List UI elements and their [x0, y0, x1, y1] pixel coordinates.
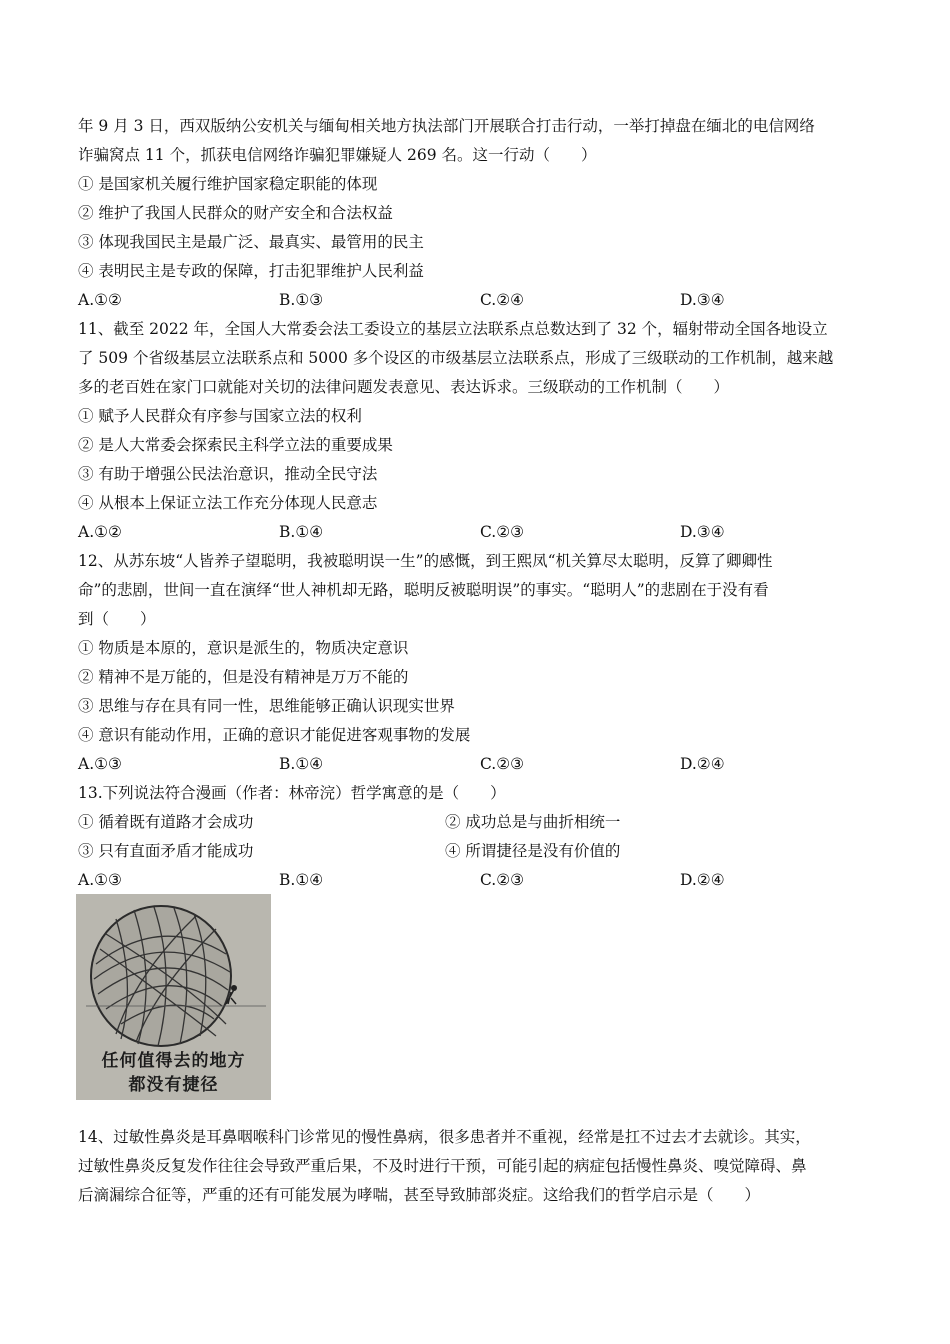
q14-stem-line3: 后滴漏综合征等，严重的还有可能发展为哮喘，甚至导致肺部炎症。这给我们的哲学启示是（ ） — [78, 1186, 761, 1204]
q10-item-1: ① 是国家机关履行维护国家稳定职能的体现 — [78, 175, 378, 193]
q13-stem: 13.下列说法符合漫画（作者：林帝浣）哲学寓意的是（ ） — [78, 784, 506, 802]
cartoon-caption-line1: 任何值得去的地方 — [101, 1051, 246, 1071]
q11-option-b[interactable]: B.①④ — [279, 523, 324, 541]
q11-item-3: ③ 有助于增强公民法治意识，推动全民守法 — [78, 465, 378, 483]
q14-stem-line1: 14、过敏性鼻炎是耳鼻咽喉科门诊常见的慢性鼻病，很多患者并不重视，经常是扛不过去才去就诊。其实， — [78, 1128, 811, 1146]
q11-option-a[interactable]: A.①② — [78, 523, 122, 541]
q12-option-c[interactable]: C.②③ — [480, 755, 525, 773]
yarn-ball-cartoon — [76, 894, 271, 1100]
q13-option-b[interactable]: B.①④ — [279, 871, 324, 889]
q10-item-3: ③ 体现我国民主是最广泛、最真实、最管用的民主 — [78, 233, 424, 251]
q12-option-b[interactable]: B.①④ — [279, 755, 324, 773]
q12-option-d[interactable]: D.②④ — [680, 755, 725, 773]
q11-item-4: ④ 从根本上保证立法工作充分体现人民意志 — [78, 494, 378, 512]
q12-item-3: ③ 思维与存在具有同一性，思维能够正确认识现实世界 — [78, 697, 455, 715]
q12-item-1: ① 物质是本原的，意识是派生的，物质决定意识 — [78, 639, 409, 657]
q12-option-a[interactable]: A.①③ — [78, 755, 122, 773]
q11-stem-line1: 11、截至 2022 年，全国人大常委会法工委设立的基层立法联系点总数达到了 32 个，辐射带动全国各地设立 — [78, 320, 828, 338]
q13-option-c[interactable]: C.②③ — [480, 871, 525, 889]
q11-stem-line3: 多的老百姓在家门口就能对关切的法律问题发表意见、表达诉求。三级联动的工作机制（ ） — [78, 378, 730, 396]
q14-stem-line2: 过敏性鼻炎反复发作往往会导致严重后果，不及时进行干预，可能引起的病症包括慢性鼻炎、嗅觉障碍、鼻 — [78, 1157, 807, 1175]
q12-stem-line2: 命”的悲剧，世间一直在演绎“世人神机却无路，聪明反被聪明误”的事实。“聪明人”的悲剧在于没有看 — [78, 581, 769, 599]
q13-item-1: ① 循着既有道路才会成功 — [78, 813, 254, 831]
q11-item-1: ① 赋予人民群众有序参与国家立法的权利 — [78, 407, 362, 425]
q11-stem-line2: 了 509 个省级基层立法联系点和 5000 多个设区的市级基层立法联系点，形成了三级联动的工作机制，越来越 — [78, 349, 834, 367]
q13-item-3: ③ 只有直面矛盾才能成功 — [78, 842, 254, 860]
q13-option-d[interactable]: D.②④ — [680, 871, 725, 889]
q10-item-4: ④ 表明民主是专政的保障，打击犯罪维护人民利益 — [78, 262, 424, 280]
q10-option-b[interactable]: B.①③ — [279, 291, 324, 309]
q10-stem-line1: 年 9 月 3 日，西双版纳公安机关与缅甸相关地方执法部门开展联合打击行动，一举打掉盘在缅北的电信网络 — [78, 117, 815, 135]
q12-item-4: ④ 意识有能动作用，正确的意识才能促进客观事物的发展 — [78, 726, 471, 744]
q11-option-d[interactable]: D.③④ — [680, 523, 725, 541]
q13-item-2: ② 成功总是与曲折相统一 — [445, 813, 621, 831]
q10-option-d[interactable]: D.③④ — [680, 291, 725, 309]
q11-option-c[interactable]: C.②③ — [480, 523, 525, 541]
q12-stem-line1: 12、从苏东坡“人皆养子望聪明，我被聪明误一生”的感慨，到王熙凤“机关算尽太聪明，反算了卿卿性 — [78, 552, 773, 570]
cartoon-caption-line2: 都没有捷径 — [128, 1075, 219, 1095]
q10-option-a[interactable]: A.①② — [78, 291, 122, 309]
q12-stem-line3: 到（ ） — [78, 610, 156, 628]
q11-item-2: ② 是人大常委会探索民主科学立法的重要成果 — [78, 436, 393, 454]
q12-item-2: ② 精神不是万能的，但是没有精神是万万不能的 — [78, 668, 409, 686]
q13-option-a[interactable]: A.①③ — [78, 871, 122, 889]
q13-item-4: ④ 所谓捷径是没有价值的 — [445, 842, 621, 860]
q10-option-c[interactable]: C.②④ — [480, 291, 525, 309]
q10-item-2: ② 维护了我国人民群众的财产安全和合法权益 — [78, 204, 393, 222]
q10-stem-line2: 诈骗窝点 11 个，抓获电信网络诈骗犯罪嫌疑人 269 名。这一行动（ ） — [78, 146, 597, 164]
